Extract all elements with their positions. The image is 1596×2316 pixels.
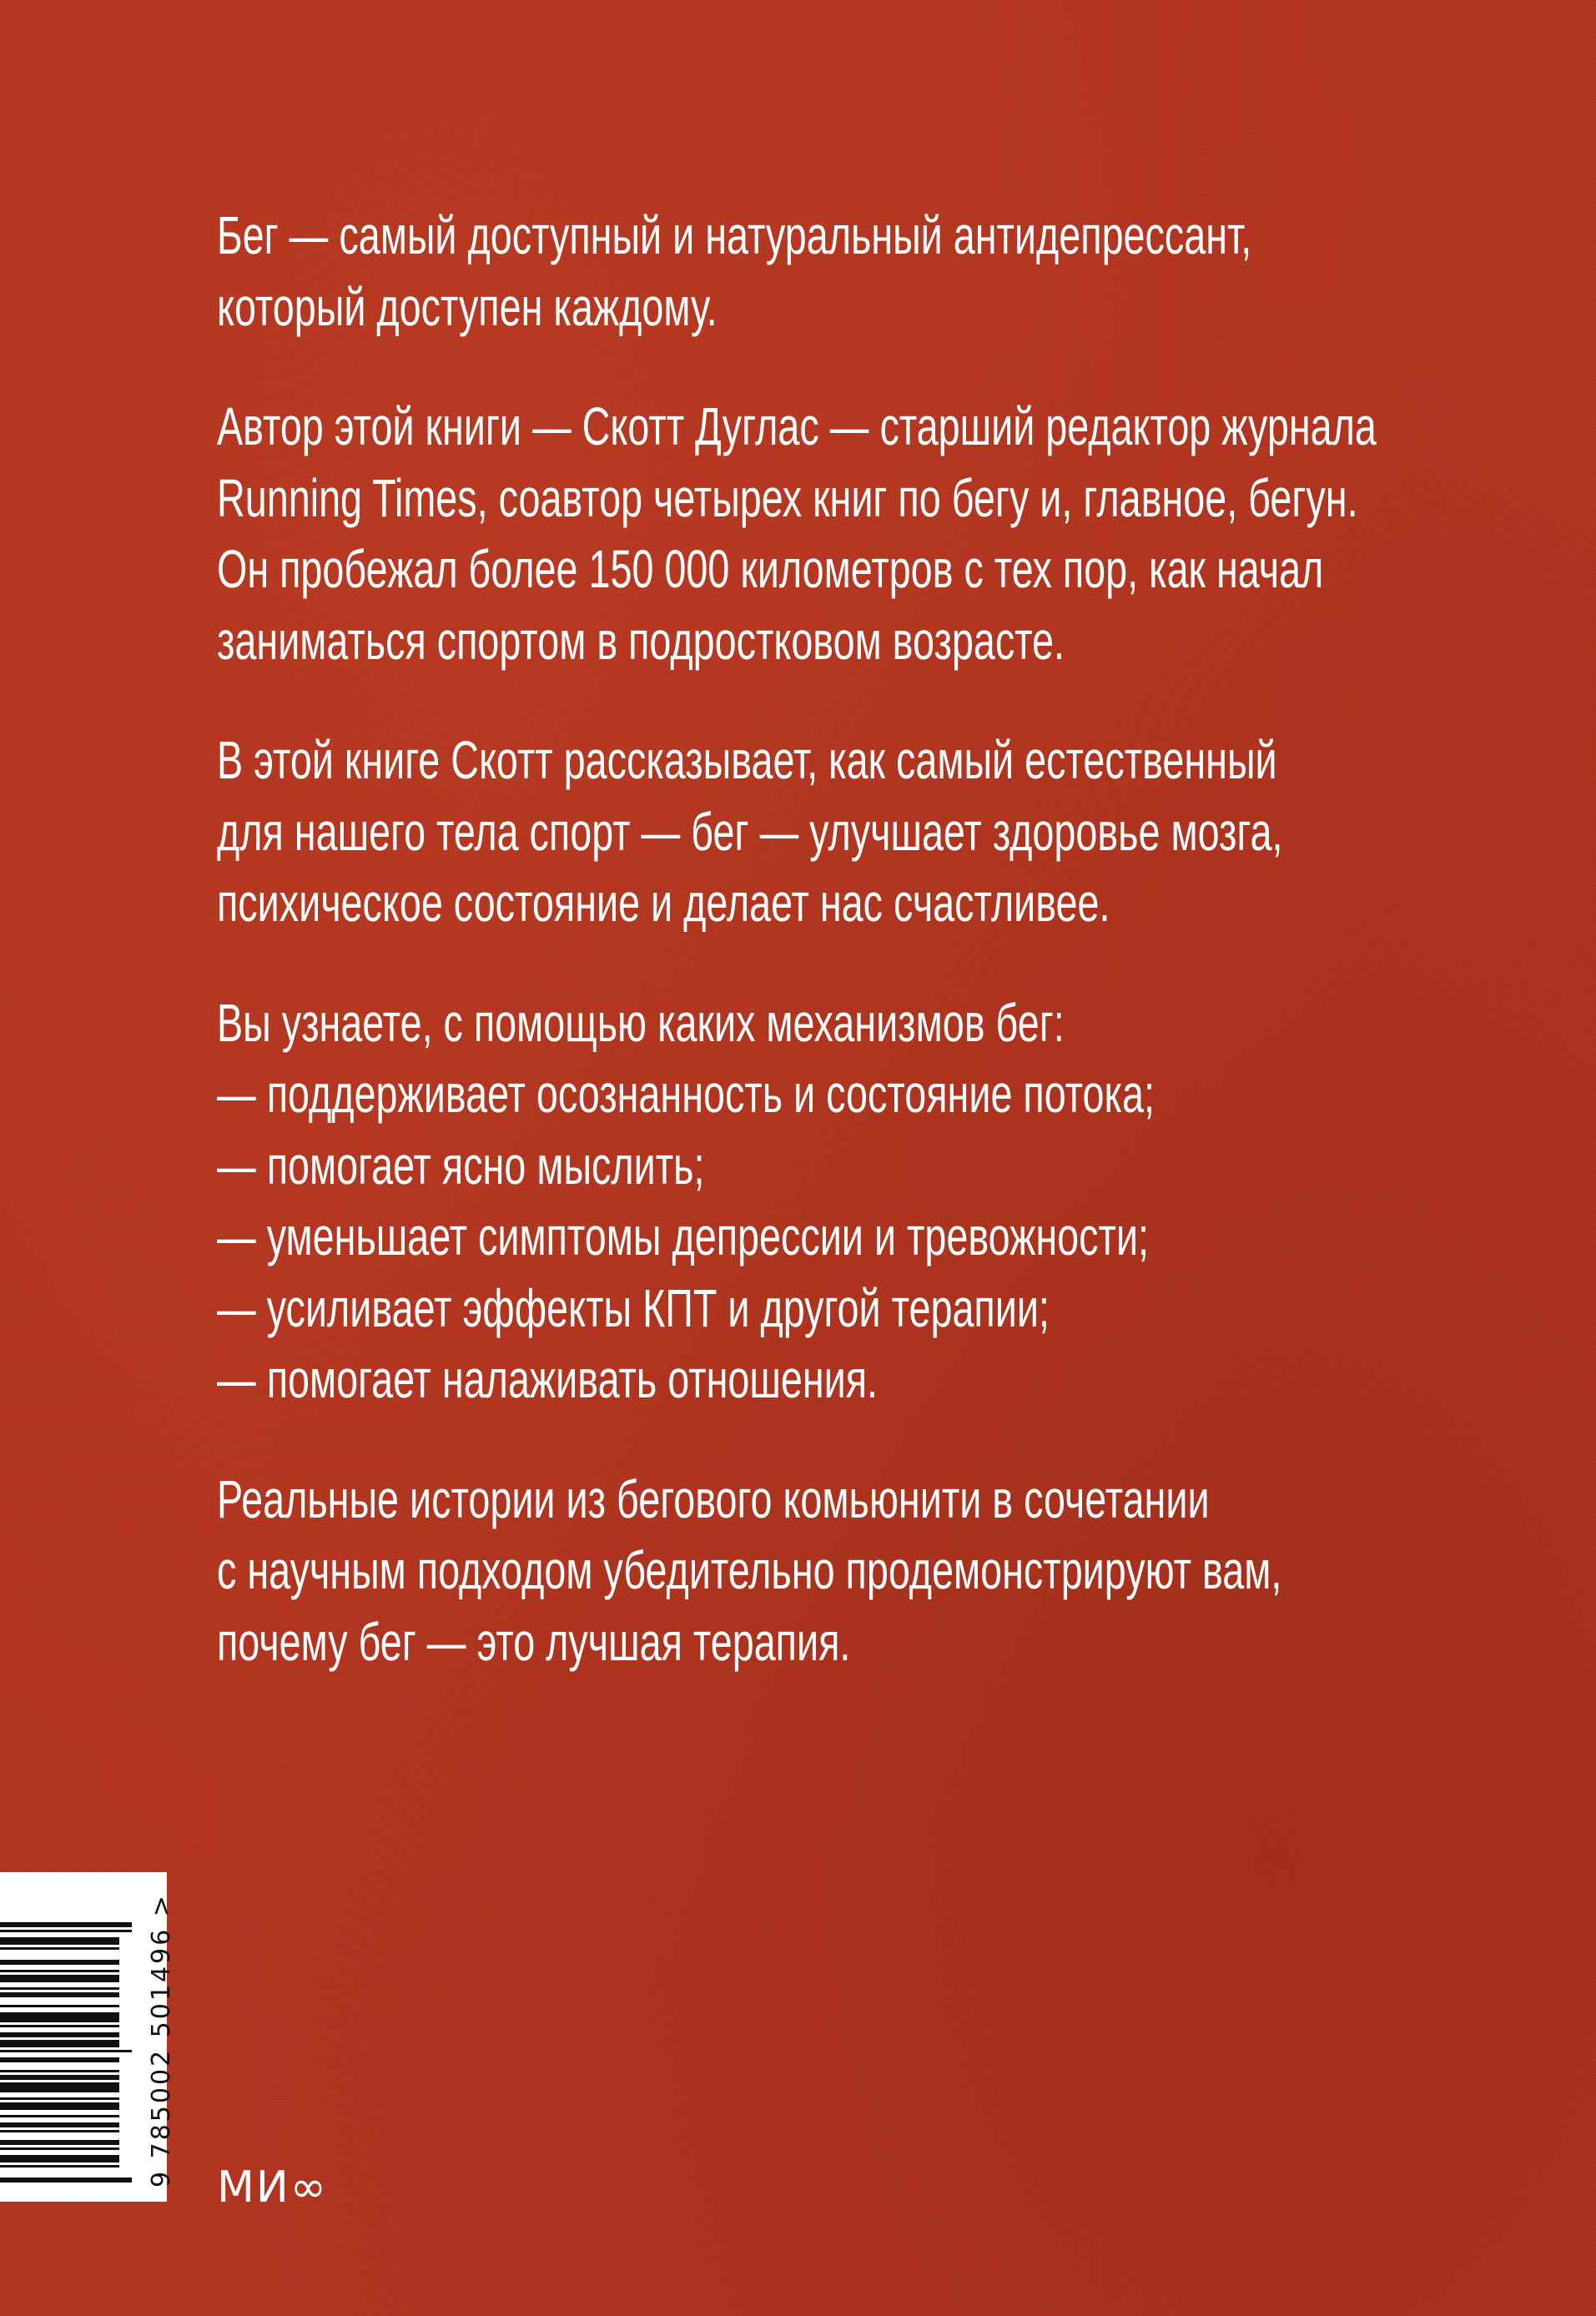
text-line: для нашего тела спорт — бег — улучшает здоровье мозга, [217, 801, 1283, 862]
paragraph-book [217, 725, 1377, 939]
text-line: который доступен каждому. [217, 276, 717, 337]
barcode-bar [0, 1947, 119, 1950]
barcode-bar [0, 2115, 119, 2117]
barcode-bar [0, 2050, 132, 2052]
barcode-digits: 9 785002 501496 > [147, 1893, 176, 2188]
text-line: почему бег — это лучшая терапия. [217, 1611, 851, 1672]
text-line: Бег — самый доступный и натуральный антидепрессант, [217, 205, 1252, 265]
list-item: — помогает ясно мыслить; [217, 1135, 705, 1196]
barcode-bar [0, 1975, 119, 1982]
barcode-bar [0, 1992, 119, 1997]
barcode-bar [0, 2102, 119, 2110]
barcode-bar [0, 1937, 119, 1945]
paragraph-author [217, 391, 1377, 677]
text-line: Реальные истории из бегового комьюнити в сочетании [217, 1468, 1210, 1529]
paragraph-conclusion [217, 1464, 1377, 1679]
barcode-bar [0, 2075, 119, 2080]
text-line: Он пробежал более 150 000 километров с тех пор, как начал [217, 539, 1324, 599]
barcode-bar [0, 1922, 132, 1927]
isbn-barcode [0, 1872, 176, 2202]
text-line: Running Times, соавтор четырех книг по бегу и, главное, бегун. [217, 467, 1358, 528]
text-line: Автор этой книги — Скотт Дуглас — старший редактор журнала [217, 396, 1377, 456]
text-line: В этой книге Скотт рассказывает, как самый естественный [217, 730, 1277, 790]
barcode-bar [0, 2097, 119, 2100]
barcode-bar [0, 2032, 119, 2037]
barcode-bar [0, 2122, 119, 2127]
barcode-bar [0, 2130, 119, 2132]
barcode-bar [0, 2165, 119, 2167]
barcode-bar [0, 1970, 119, 1972]
barcode-bar [0, 1960, 119, 1965]
list-item: — усиливает эффекты КПТ и другой терапии; [217, 1277, 1050, 1338]
list-item: — помогает налаживать отношения. [217, 1349, 879, 1409]
text-line: заниматься спортом в подростковом возрасте. [217, 610, 1065, 671]
barcode-bar [0, 2057, 119, 2062]
barcode-bar [0, 1987, 119, 1990]
barcode-bar [0, 2012, 119, 2022]
list-item: — уменьшает симптомы депрессии и тревожности; [217, 1206, 1149, 1266]
barcode-bar [0, 2155, 119, 2162]
publisher-logo: МИ∞ [217, 2162, 329, 2213]
text-line: с научным подходом убедительно продемонстрируют вам, [217, 1540, 1282, 1600]
barcode-bar [0, 2178, 132, 2183]
barcode-bar [0, 2147, 119, 2150]
text-line: психическое состояние и делает нас счастливее. [217, 873, 1110, 933]
text-line: Вы узнаете, с помощью каких механизмов бег: [217, 992, 1065, 1053]
barcode-bar [0, 2025, 119, 2027]
barcode-bar [0, 2082, 119, 2092]
barcode-bar [0, 2005, 119, 2007]
barcode-bar [0, 2040, 119, 2047]
paragraph-list [217, 988, 1377, 1416]
barcode-bar [0, 2070, 119, 2072]
paragraph-intro [217, 200, 1377, 343]
list-item: — поддерживает осознанность и состояние потока; [217, 1064, 1155, 1124]
barcode-bar [0, 2140, 119, 2145]
barcode-bar [0, 1930, 132, 1932]
barcode-bars [0, 1872, 167, 2202]
back-cover-text [217, 200, 1377, 1726]
